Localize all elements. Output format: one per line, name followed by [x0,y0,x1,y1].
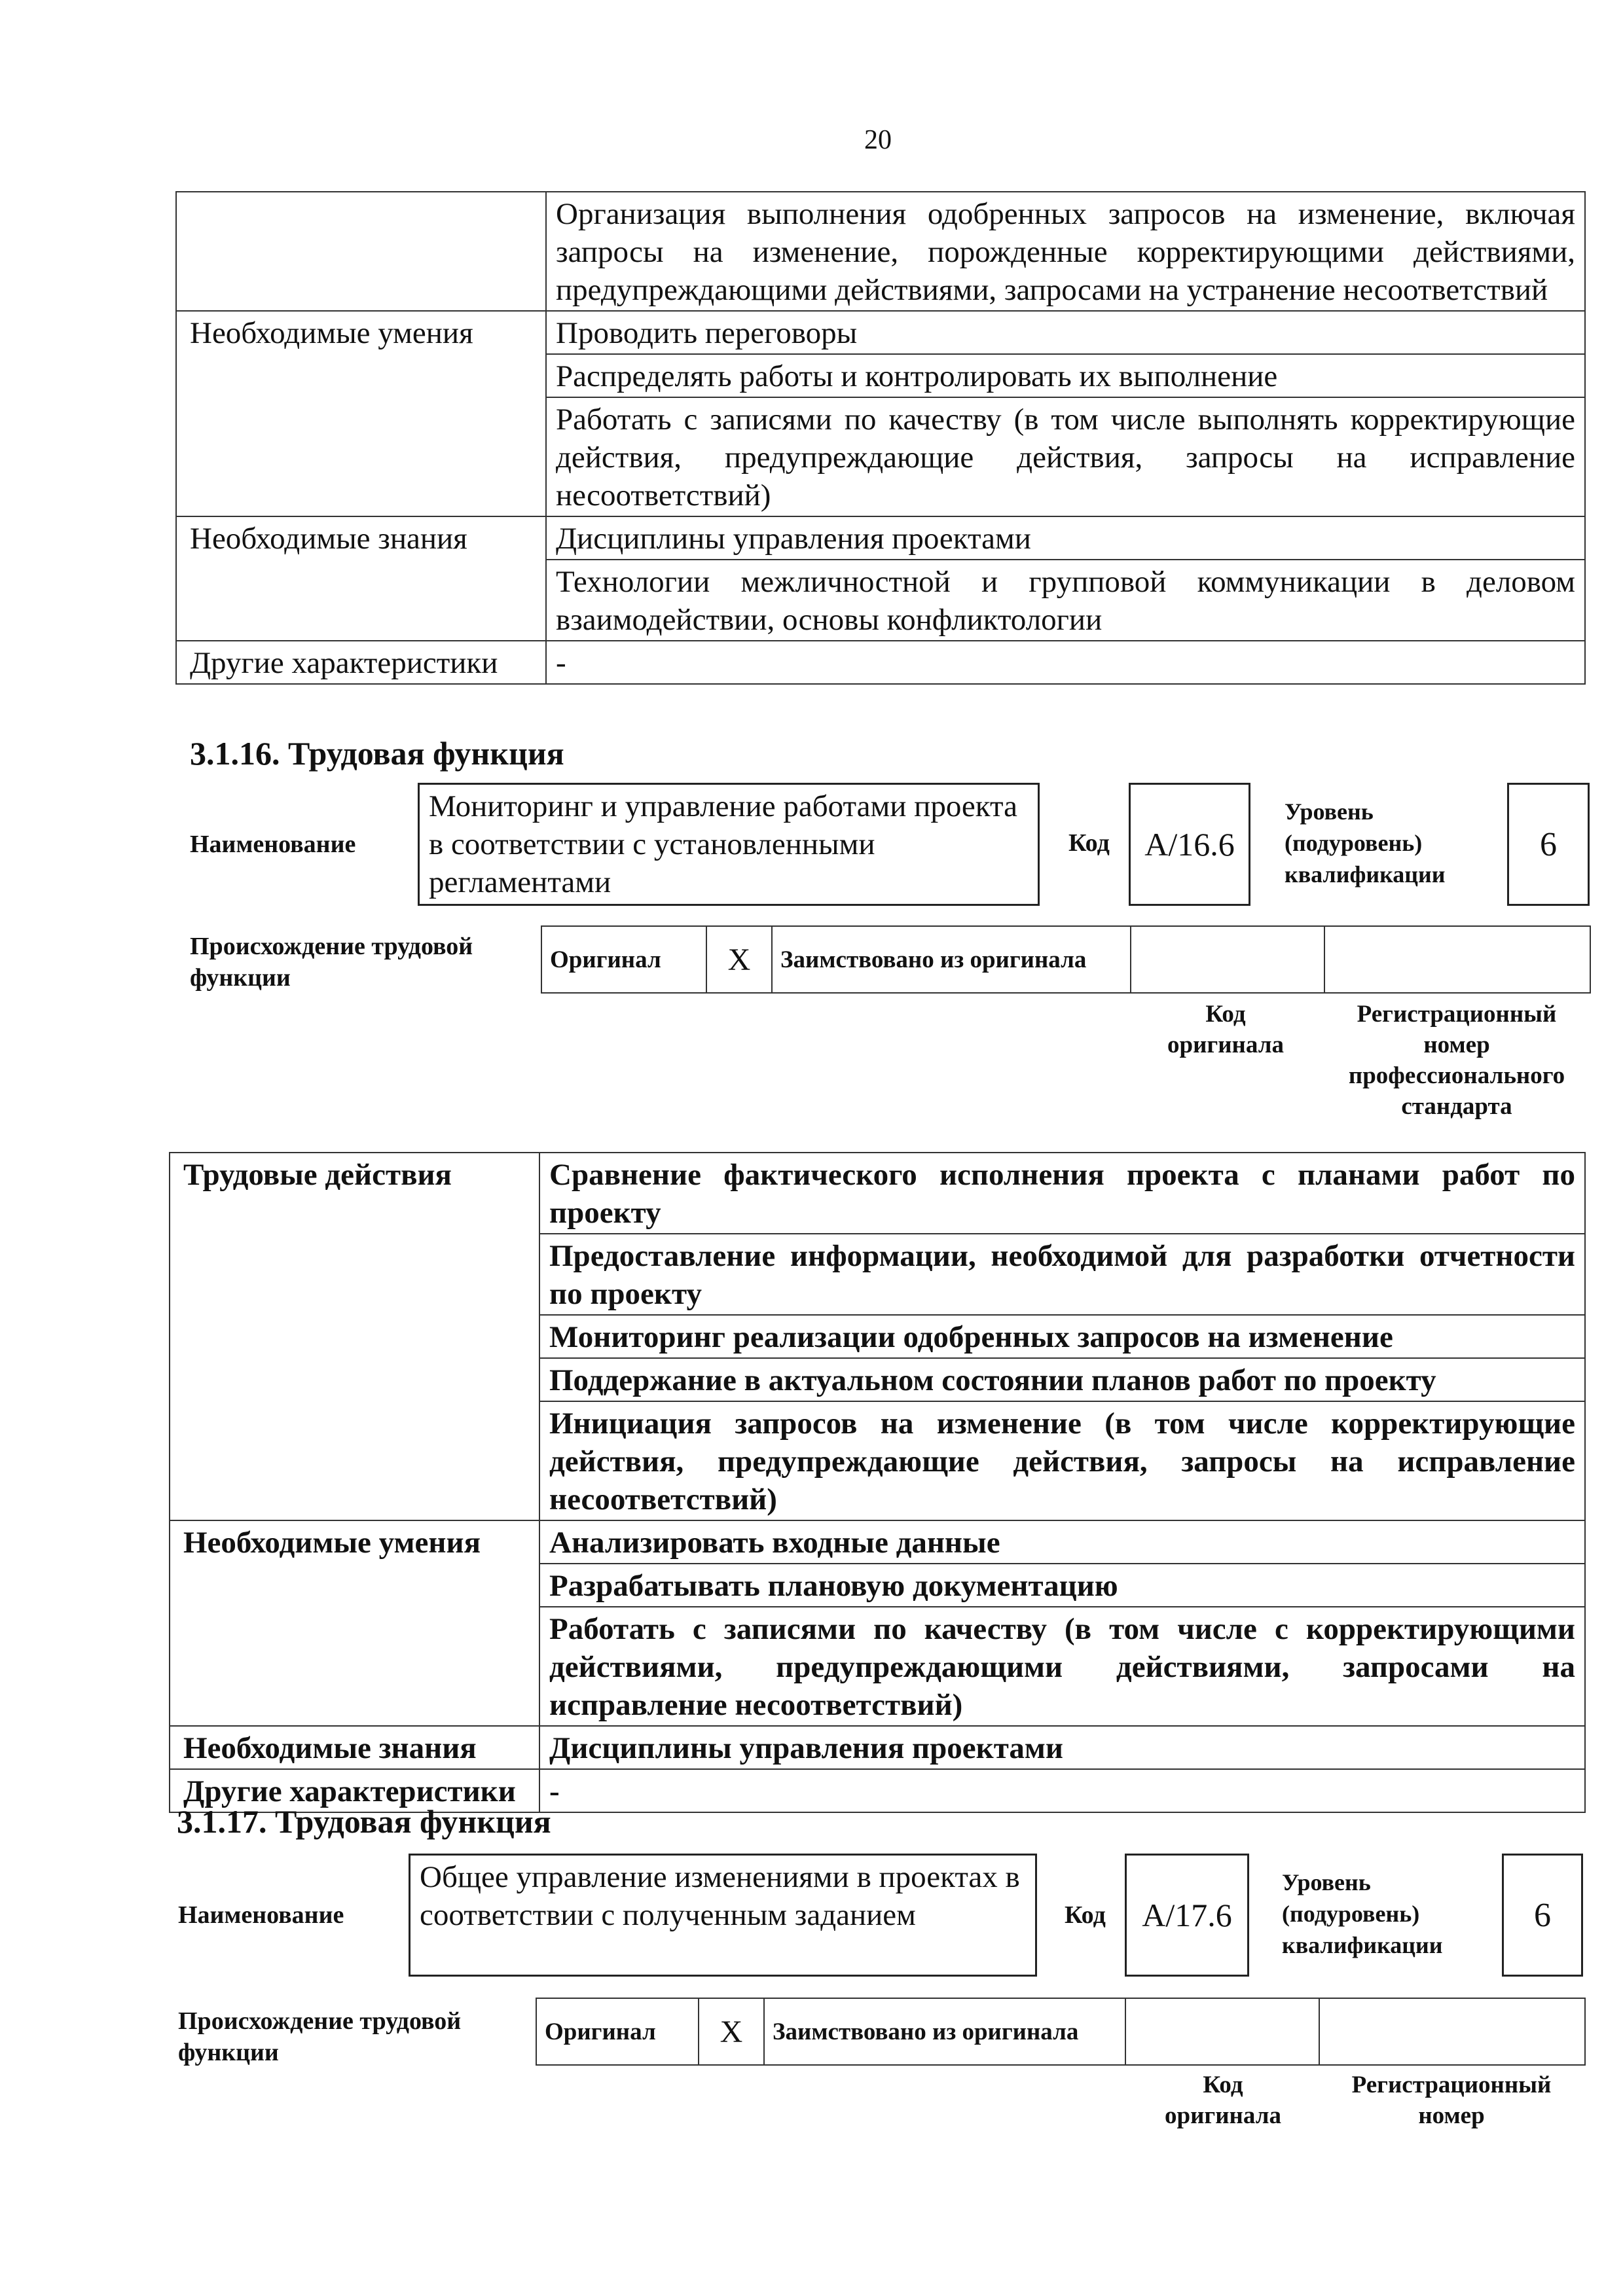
labor-function-table [169,1152,1586,1813]
origin-borrowed: Заимствовано из оригинала [764,1998,1125,2065]
row-label-skills: Необходимые умения [176,311,546,516]
origin-code-caption: Код оригинала [1167,1001,1284,1058]
origin-code-cell [1125,1998,1319,2065]
origin-table [541,925,1591,994]
level-label-line: квалификации [1282,1932,1443,1958]
qualification-level-label [1285,796,1446,890]
row-label-skills: Необходимые умения [170,1520,539,1726]
origin-label: Происхождение трудовой функции [178,2007,462,2066]
name-label: Наименование [190,831,356,858]
row-item: Разрабатывать плановую документацию [539,1564,1585,1607]
table-row [176,192,1585,311]
row-item: - [539,1769,1585,1812]
row-item: Дисциплины управления проектами [546,516,1585,560]
row-item: Мониторинг реализации одобренных запросов на изменение [539,1315,1585,1358]
competency-table-continued [175,191,1586,685]
level-label-line: Уровень [1282,1869,1371,1895]
row-item: Анализировать входные данные [539,1520,1585,1564]
origin-code-cell [1131,926,1324,993]
section-title-3-1-16: 3.1.16. Трудовая функция [190,735,564,772]
row-label-other: Другие характеристики [170,1769,539,1812]
section-title-3-1-17: 3.1.17. Трудовая функция [177,1803,551,1840]
table-row [176,311,1585,354]
row-label-other: Другие характеристики [176,641,546,684]
row-item: Проводить переговоры [546,311,1585,354]
row-item: Технологии межличностной и групповой коммуникации в деловом взаимодействии, основы конфликтологии [546,560,1585,641]
row-item: Работать с записями по качеству (в том числе с корректирующими действиями, предупреждающими действиями, запросами на исправление несоответствий) [539,1607,1585,1726]
code-box: A/16.6 [1129,783,1250,906]
level-label-line: (подуровень) [1282,1901,1420,1927]
code-label: Код [1068,829,1110,857]
row-item: - [546,641,1585,684]
row-item: Работать с записями по качеству (в том числе выполнять корректирующие действия, предупреждающие действия, запросы на исправление несоответствий) [546,397,1585,516]
function-name-box: Общее управление изменениями в проектах в соответствии с полученным заданием [409,1854,1037,1977]
table-row [170,1520,1585,1564]
table-row [176,641,1585,684]
row-item: Поддержание в актуальном состоянии планов работ по проекту [539,1358,1585,1401]
page-number: 20 [864,125,892,155]
origin-reg-number-cell [1319,1998,1585,2065]
row-item: Инициация запросов на изменение (в том числе корректирующие действия, предупреждающие действия, запросы на исправление несоответствий) [539,1401,1585,1520]
table-row [176,516,1585,560]
code-label: Код [1065,1901,1106,1929]
row-item: Организация выполнения одобренных запросов на изменение, включая запросы на изменение, порожденные корректирующими действиями, предупреждающими действиями, запросами на устранение несоответствий [546,192,1585,311]
origin-mark: X [699,1998,764,2065]
level-label-line: квалификации [1285,861,1446,888]
origin-original: Оригинал [536,1998,699,2065]
origin-mark: X [706,926,772,993]
origin-table [536,1998,1586,2066]
level-label-line: Уровень [1285,798,1374,825]
name-label: Наименование [178,1901,344,1929]
qualification-level-box: 6 [1507,783,1590,906]
function-name-box: Мониторинг и управление работами проекта в соответствии с установленными регламентами [418,783,1040,906]
row-item: Дисциплины управления проектами [539,1726,1585,1769]
table-row [170,1153,1585,1234]
table-row [170,1726,1585,1769]
row-label-actions: Трудовые действия [170,1153,539,1520]
origin-reg-caption: Регистрационный номер профессионального стандарта [1348,1001,1565,1120]
row-item: Сравнение фактического исполнения проекта с планами работ по проекту [539,1153,1585,1234]
row-label-knowledge: Необходимые знания [170,1726,539,1769]
origin-label: Происхождение трудовой функции [190,933,473,992]
origin-original: Оригинал [541,926,706,993]
row-item: Распределять работы и контролировать их выполнение [546,354,1585,397]
level-label-line: (подуровень) [1285,830,1423,856]
row-label-knowledge: Необходимые знания [176,516,546,641]
code-box: A/17.6 [1125,1854,1249,1977]
origin-borrowed: Заимствовано из оригинала [772,926,1131,993]
qualification-level-box: 6 [1502,1854,1583,1977]
qualification-level-label [1282,1867,1443,1961]
row-item: Предоставление информации, необходимой для разработки отчетности по проекту [539,1234,1585,1315]
origin-code-caption: Код оригинала [1165,2072,1281,2129]
origin-reg-number-cell [1324,926,1590,993]
origin-reg-caption: Регистрационный номер [1351,2072,1552,2129]
row-label [176,192,546,311]
